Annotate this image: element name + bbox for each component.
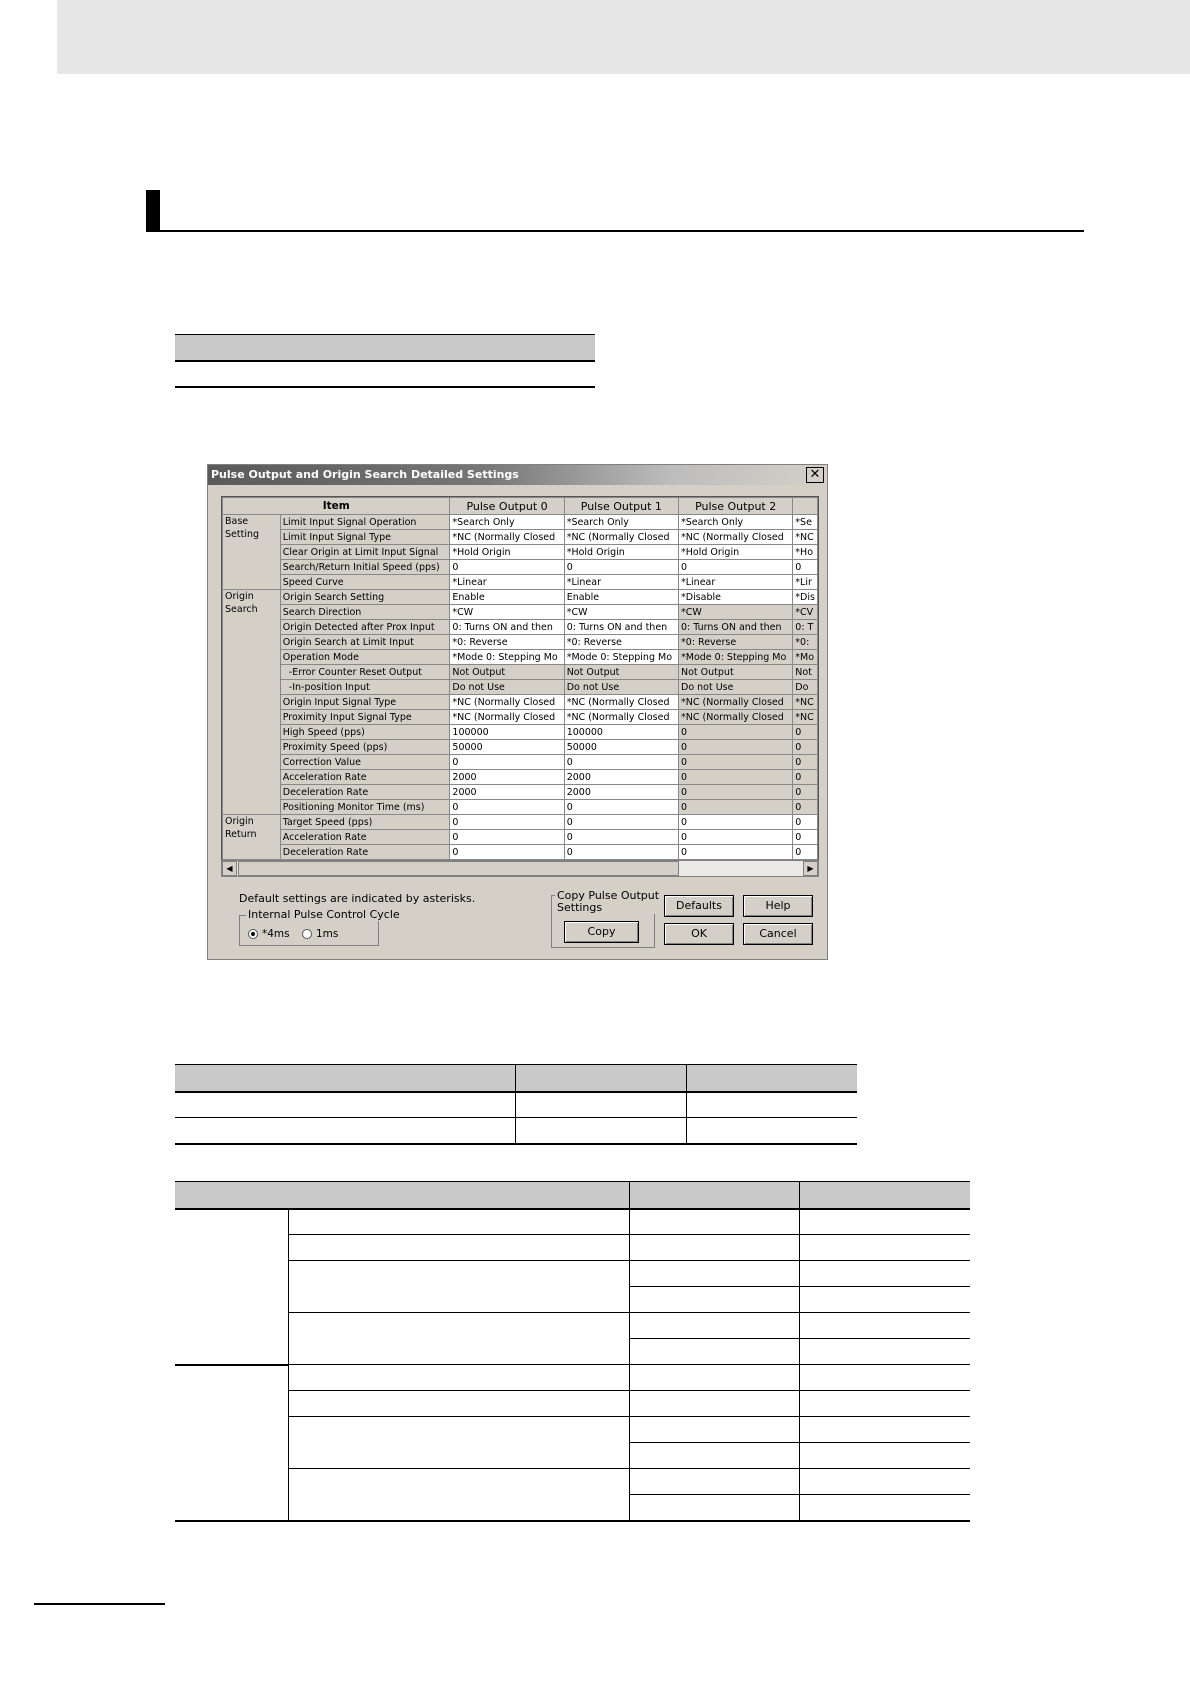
cell-po0[interactable]: 0 xyxy=(450,830,564,845)
row-label: Limit Input Signal Operation xyxy=(280,515,450,530)
cell-po2[interactable]: *NC (Normally Closed xyxy=(679,695,793,710)
radio-1ms[interactable] xyxy=(302,928,338,940)
cell-po2[interactable]: 0: Turns ON and then xyxy=(679,620,793,635)
cancel-button[interactable]: Cancel xyxy=(743,923,813,945)
cell-po3[interactable]: 0 xyxy=(793,740,818,755)
group-base-setting: Base Setting xyxy=(223,515,281,590)
row-label: -Error Counter Reset Output xyxy=(280,665,450,680)
row-label: Target Speed (pps) xyxy=(280,815,450,830)
cell-po1[interactable]: 0 xyxy=(564,560,678,575)
small-table xyxy=(175,334,595,388)
row-label: Origin Search Setting xyxy=(280,590,450,605)
row-label: Origin Detected after Prox Input xyxy=(280,620,450,635)
cell-po2[interactable]: 0 xyxy=(679,800,793,815)
cell-po3[interactable]: Not xyxy=(793,665,818,680)
cell-po3[interactable]: *Ho xyxy=(793,545,818,560)
row-label: Search Direction xyxy=(280,605,450,620)
grid-row xyxy=(223,560,818,575)
table-row xyxy=(175,1118,857,1144)
cell-po0[interactable]: Do not Use xyxy=(450,680,564,695)
cell-po0[interactable]: *0: Reverse xyxy=(450,635,564,650)
table-row xyxy=(175,1469,970,1495)
cell-po0[interactable]: 0 xyxy=(450,800,564,815)
row-label: High Speed (pps) xyxy=(280,725,450,740)
cell-po1[interactable]: 0 xyxy=(564,830,678,845)
cell-po3[interactable]: 0 xyxy=(793,725,818,740)
cell-po1[interactable]: Enable xyxy=(564,590,678,605)
cell-po2[interactable]: *Hold Origin xyxy=(679,545,793,560)
grid-row xyxy=(223,515,818,530)
cell-po3[interactable]: 0: T xyxy=(793,620,818,635)
cell-po2[interactable]: 0 xyxy=(679,755,793,770)
cell-po3[interactable]: *0: xyxy=(793,635,818,650)
grid-row xyxy=(223,800,818,815)
table-row xyxy=(175,1209,970,1235)
cell-po3[interactable]: *NC xyxy=(793,710,818,725)
table-a xyxy=(175,1064,857,1145)
cell-po2[interactable]: 0 xyxy=(679,815,793,830)
cell-po2[interactable]: Not Output xyxy=(679,665,793,680)
cell-po0[interactable]: 2000 xyxy=(450,785,564,800)
row-label: Acceleration Rate xyxy=(280,830,450,845)
default-note: Default settings are indicated by asterisks. xyxy=(239,892,476,905)
cell-po0[interactable]: Enable xyxy=(450,590,564,605)
small-table-header xyxy=(175,334,595,362)
cell-po3[interactable]: 0 xyxy=(793,830,818,845)
settings-dialog xyxy=(207,464,828,960)
cell-po1[interactable]: *Mode 0: Stepping Mo xyxy=(564,650,678,665)
cell-po1[interactable]: 0: Turns ON and then xyxy=(564,620,678,635)
row-label: Positioning Monitor Time (ms) xyxy=(280,800,450,815)
section-rule xyxy=(146,230,1084,232)
cell-po1[interactable]: *NC (Normally Closed xyxy=(564,530,678,545)
copy-button[interactable]: Copy xyxy=(564,921,639,943)
grid-row xyxy=(223,785,818,800)
cell-po0[interactable]: *CW xyxy=(450,605,564,620)
radio-4ms-label: *4ms xyxy=(262,928,290,940)
row-label: Correction Value xyxy=(280,755,450,770)
small-table-row xyxy=(175,362,595,388)
row-label: Acceleration Rate xyxy=(280,770,450,785)
row-label: Limit Input Signal Type xyxy=(280,530,450,545)
grid-row xyxy=(223,635,818,650)
cell-po1[interactable]: *Linear xyxy=(564,575,678,590)
cell-po2[interactable]: 0 xyxy=(679,770,793,785)
cell-po1[interactable]: *NC (Normally Closed xyxy=(564,710,678,725)
row-label: Origin Input Signal Type xyxy=(280,695,450,710)
grid-row xyxy=(223,770,818,785)
col-header-po0: Pulse Output 0 xyxy=(450,498,564,515)
cell-po1[interactable]: *NC (Normally Closed xyxy=(564,695,678,710)
radio-4ms[interactable] xyxy=(248,928,290,940)
row-label: Origin Search at Limit Input xyxy=(280,635,450,650)
grid-row xyxy=(223,605,818,620)
cell-po0[interactable]: 0 xyxy=(450,560,564,575)
settings-grid[interactable] xyxy=(221,496,819,877)
cell-po1[interactable]: 100000 xyxy=(564,725,678,740)
copy-settings-group xyxy=(551,889,660,948)
cell-po2[interactable]: 0 xyxy=(679,560,793,575)
cell-po0[interactable]: *Mode 0: Stepping Mo xyxy=(450,650,564,665)
cell-po3[interactable]: *Lir xyxy=(793,575,818,590)
col-header-item: Item xyxy=(223,498,450,515)
grid-row xyxy=(223,575,818,590)
dialog-title: Pulse Output and Origin Search Detailed Settings xyxy=(211,468,519,481)
cell-po2[interactable]: Do not Use xyxy=(679,680,793,695)
cell-po3[interactable]: *Dis xyxy=(793,590,818,605)
header-band xyxy=(57,0,1190,74)
cell-po3[interactable]: *NC xyxy=(793,530,818,545)
table-row xyxy=(175,1092,857,1118)
row-label: Search/Return Initial Speed (pps) xyxy=(280,560,450,575)
grid-row xyxy=(223,680,818,695)
grid-row xyxy=(223,845,818,860)
defaults-button[interactable]: Defaults xyxy=(664,895,734,917)
cell-po3[interactable]: 0 xyxy=(793,815,818,830)
cell-po0[interactable]: 0 xyxy=(450,755,564,770)
cell-po1[interactable]: 0 xyxy=(564,815,678,830)
cell-po3[interactable]: Do xyxy=(793,680,818,695)
cell-po3[interactable]: *CV xyxy=(793,605,818,620)
cell-po1[interactable]: *Hold Origin xyxy=(564,545,678,560)
cell-po0[interactable]: *Hold Origin xyxy=(450,545,564,560)
table-row xyxy=(175,1417,970,1443)
row-label: Clear Origin at Limit Input Signal xyxy=(280,545,450,560)
cell-po0[interactable]: 0: Turns ON and then xyxy=(450,620,564,635)
scroll-right-icon[interactable]: ▶ xyxy=(803,861,818,876)
table-row xyxy=(175,1235,970,1261)
cell-po2[interactable]: *Search Only xyxy=(679,515,793,530)
grid-row xyxy=(223,620,818,635)
table-row xyxy=(175,1313,970,1339)
radio-1ms-label: 1ms xyxy=(316,928,339,940)
row-label: Deceleration Rate xyxy=(280,785,450,800)
footer-rule xyxy=(34,1603,165,1605)
cell-po2[interactable]: 0 xyxy=(679,725,793,740)
col-header-po2: Pulse Output 2 xyxy=(679,498,793,515)
cell-po1[interactable]: Do not Use xyxy=(564,680,678,695)
grid-row xyxy=(223,755,818,770)
cell-po2[interactable]: *NC (Normally Closed xyxy=(679,530,793,545)
cell-po1[interactable]: 0 xyxy=(564,800,678,815)
scroll-thumb[interactable] xyxy=(238,861,679,876)
section-marker xyxy=(146,190,160,232)
scroll-left-icon[interactable]: ◀ xyxy=(222,861,237,876)
cell-po1[interactable]: 0 xyxy=(564,845,678,860)
grid-row xyxy=(223,740,818,755)
grid-row xyxy=(223,695,818,710)
grid-row xyxy=(223,830,818,845)
cell-po0[interactable]: 0 xyxy=(450,815,564,830)
grid-row xyxy=(223,710,818,725)
group-origin-return: Origin Return xyxy=(223,815,281,860)
ok-button[interactable]: OK xyxy=(664,923,734,945)
cell-po1[interactable]: 2000 xyxy=(564,785,678,800)
table-row xyxy=(175,1391,970,1417)
cell-po0[interactable]: *NC (Normally Closed xyxy=(450,695,564,710)
table-b xyxy=(175,1181,970,1522)
cell-po3[interactable]: 0 xyxy=(793,800,818,815)
cell-po3[interactable]: 0 xyxy=(793,845,818,860)
horizontal-scrollbar[interactable] xyxy=(221,860,819,877)
grid-row xyxy=(223,725,818,740)
cell-po1[interactable]: 50000 xyxy=(564,740,678,755)
cell-po1[interactable]: *CW xyxy=(564,605,678,620)
cell-po2[interactable]: 0 xyxy=(679,785,793,800)
close-icon[interactable]: ✕ xyxy=(806,467,824,483)
row-label: -In-position Input xyxy=(280,680,450,695)
cell-po0[interactable]: Not Output xyxy=(450,665,564,680)
cell-po0[interactable]: *NC (Normally Closed xyxy=(450,530,564,545)
grid-row xyxy=(223,530,818,545)
radio-selected-icon xyxy=(248,929,258,939)
help-button[interactable]: Help xyxy=(743,895,813,917)
cell-po3[interactable]: *NC xyxy=(793,695,818,710)
row-label: Deceleration Rate xyxy=(280,845,450,860)
grid-row xyxy=(223,665,818,680)
radio-unselected-icon xyxy=(302,929,312,939)
cell-po0[interactable]: 100000 xyxy=(450,725,564,740)
pulse-cycle-label: Internal Pulse Control Cycle xyxy=(248,908,400,921)
grid-row xyxy=(223,650,818,665)
cell-po2[interactable]: 0 xyxy=(679,740,793,755)
cell-po3[interactable]: 0 xyxy=(793,755,818,770)
row-label: Operation Mode xyxy=(280,650,450,665)
row-label: Speed Curve xyxy=(280,575,450,590)
cell-po1[interactable]: 0 xyxy=(564,755,678,770)
table-row xyxy=(175,1261,970,1287)
grid-row xyxy=(223,815,818,830)
cell-po1[interactable]: Not Output xyxy=(564,665,678,680)
row-label: Proximity Input Signal Type xyxy=(280,710,450,725)
cell-po3[interactable]: *Se xyxy=(793,515,818,530)
cell-po2[interactable]: *Disable xyxy=(679,590,793,605)
cell-po2[interactable]: *NC (Normally Closed xyxy=(679,710,793,725)
copy-settings-label: Copy Pulse Output Settings xyxy=(557,889,660,914)
cell-po0[interactable]: *Search Only xyxy=(450,515,564,530)
cell-po2[interactable]: 0 xyxy=(679,845,793,860)
cell-po3[interactable]: 0 xyxy=(793,770,818,785)
row-label: Proximity Speed (pps) xyxy=(280,740,450,755)
cell-po3[interactable]: 0 xyxy=(793,785,818,800)
cell-po2[interactable]: *Linear xyxy=(679,575,793,590)
cell-po2[interactable]: *CW xyxy=(679,605,793,620)
cell-po1[interactable]: *0: Reverse xyxy=(564,635,678,650)
cell-po0[interactable]: 50000 xyxy=(450,740,564,755)
cell-po2[interactable]: 0 xyxy=(679,830,793,845)
cell-po1[interactable]: 2000 xyxy=(564,770,678,785)
cell-po2[interactable]: *0: Reverse xyxy=(679,635,793,650)
cell-po2[interactable]: *Mode 0: Stepping Mo xyxy=(679,650,793,665)
col-header-po1: Pulse Output 1 xyxy=(564,498,678,515)
table-row xyxy=(175,1365,970,1391)
cell-po0[interactable]: *Linear xyxy=(450,575,564,590)
cell-po0[interactable]: 0 xyxy=(450,845,564,860)
grid-row xyxy=(223,590,818,605)
cell-po3[interactable]: *Mo xyxy=(793,650,818,665)
pulse-cycle-group xyxy=(239,908,400,946)
cell-po0[interactable]: 2000 xyxy=(450,770,564,785)
cell-po1[interactable]: *Search Only xyxy=(564,515,678,530)
col-header-po3 xyxy=(793,498,818,515)
cell-po3[interactable]: 0 xyxy=(793,560,818,575)
settings-table xyxy=(222,497,818,860)
cell-po0[interactable]: *NC (Normally Closed xyxy=(450,710,564,725)
dialog-titlebar xyxy=(208,465,827,485)
grid-row xyxy=(223,545,818,560)
group-origin-search: Origin Search xyxy=(223,590,281,815)
